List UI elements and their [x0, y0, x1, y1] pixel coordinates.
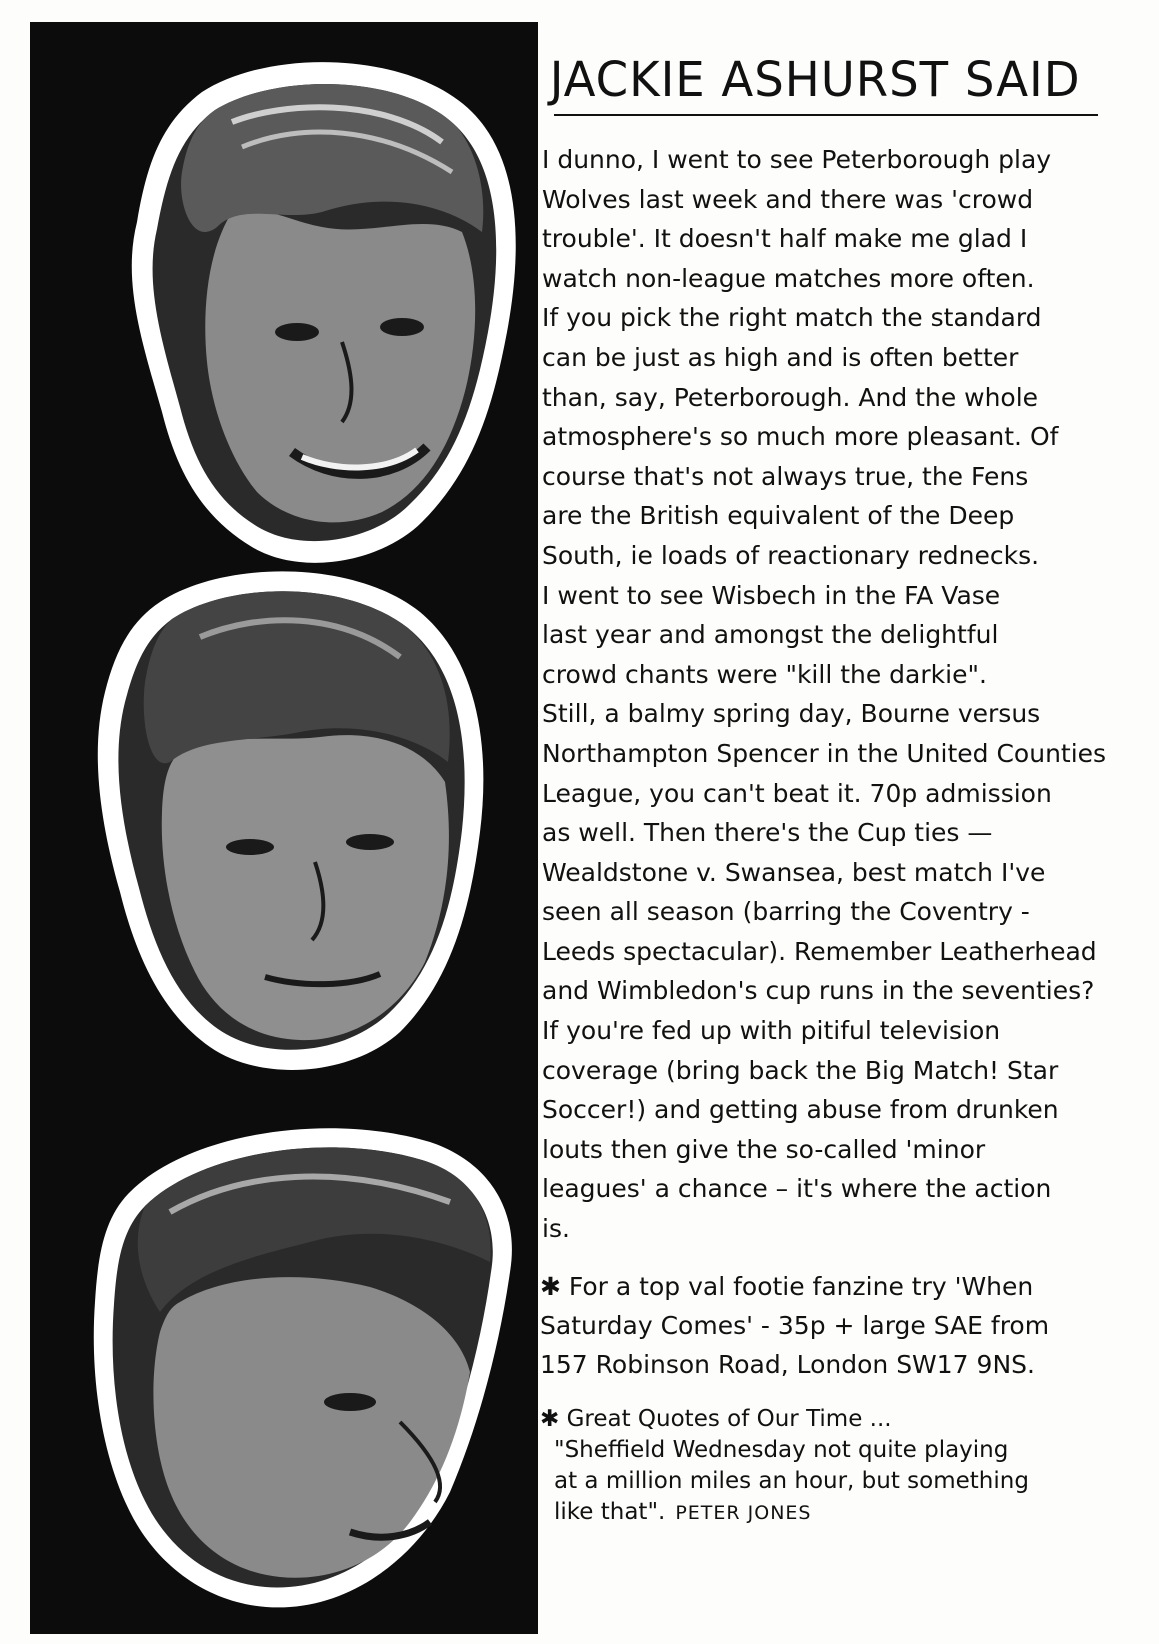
quote-line-text: like that".: [554, 1498, 666, 1525]
article-line: Soccer!) and getting abuse from drunken: [542, 1095, 1059, 1125]
portrait-cutout-profile: [50, 1102, 520, 1612]
article-line: louts then give the so-called 'minor: [542, 1134, 986, 1164]
title-underline: [554, 114, 1098, 116]
article-line: coverage (bring back the Big Match! Star: [542, 1055, 1059, 1085]
fanzine-note-line: ✱ For a top val footie fanzine try 'When: [540, 1271, 1034, 1301]
article-body: [540, 140, 1145, 1249]
page-title: JACKIE ASHURST SAID: [549, 52, 1081, 108]
article-line: Northampton Spencer in the United Counties: [542, 738, 1107, 768]
article-line: last year and amongst the delightful: [542, 620, 999, 650]
article-line: I went to see Wisbech in the FA Vase: [542, 580, 1001, 610]
fanzine-note: [540, 1267, 1145, 1384]
article-line: If you're fed up with pitiful television: [542, 1016, 1001, 1046]
article-line: seen all season (barring the Coventry -: [542, 897, 1030, 927]
quote-line: "Sheffield Wednesday not quite playing: [554, 1436, 1009, 1463]
article-line: trouble'. It doesn't half make me glad I: [542, 224, 1028, 254]
article-line: watch non-league matches more often.: [542, 263, 1035, 293]
article-line: Leeds spectacular). Remember Leatherhead: [542, 936, 1097, 966]
quotes-heading: ✱ Great Quotes of Our Time ...: [540, 1405, 892, 1432]
article-line: as well. Then there's the Cup ties —: [542, 818, 993, 848]
article-line: can be just as high and is often better: [542, 342, 1019, 372]
article-line: If you pick the right match the standard: [542, 303, 1042, 333]
great-quotes: [540, 1404, 1145, 1529]
article-line: course that's not always true, the Fens: [542, 461, 1029, 491]
article-line: atmosphere's so much more pleasant. Of: [542, 422, 1059, 452]
article-line: League, you can't beat it. 70p admission: [542, 778, 1052, 808]
text-column: [540, 48, 1145, 1628]
article-line: Still, a balmy spring day, Bourne versus: [542, 699, 1041, 729]
article-line: leagues' a chance – it's where the action: [542, 1174, 1052, 1204]
quote-line: at a million miles an hour, but something: [554, 1467, 1029, 1494]
article-line: and Wimbledon's cup runs in the seventies?: [542, 976, 1095, 1006]
portrait-strip: [30, 22, 538, 1634]
article-line: Wealdstone v. Swansea, best match I've: [542, 857, 1046, 887]
fanzine-note-line: 157 Robinson Road, London SW17 9NS.: [540, 1349, 1035, 1379]
article-line: South, ie loads of reactionary rednecks.: [542, 540, 1040, 570]
quote-author: PETER JONES: [675, 1501, 812, 1524]
article-line: are the British equivalent of the Deep: [542, 501, 1015, 531]
portrait-cutout-serious: [50, 562, 496, 1082]
article-line: than, say, Peterborough. And the whole: [542, 382, 1039, 412]
quote-line: [540, 1497, 1145, 1529]
article-line: crowd chants were "kill the darkie".: [542, 659, 987, 689]
article-line: I dunno, I went to see Peterborough play: [542, 145, 1052, 174]
article-line: is.: [542, 1214, 570, 1244]
article-line: Wolves last week and there was 'crowd: [542, 184, 1034, 214]
portrait-cutout-smiling: [82, 52, 528, 582]
fanzine-note-line: Saturday Comes' - 35p + large SAE from: [540, 1310, 1050, 1340]
